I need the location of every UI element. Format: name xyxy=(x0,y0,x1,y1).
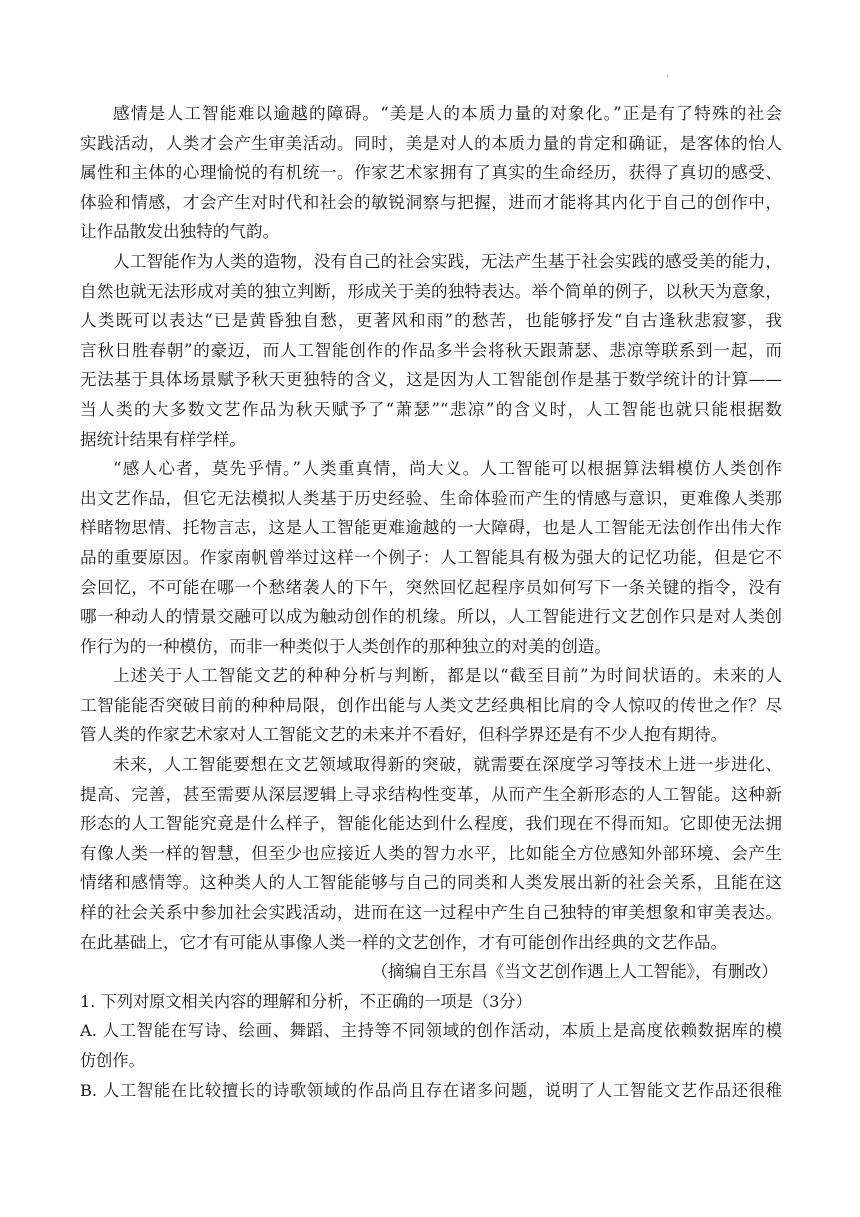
paragraph-4 xyxy=(80,661,782,750)
text-line: 属性和主体的心理愉悦的有机统一。作家艺术家拥有了真实的生命经历，获得了真切的感受、 xyxy=(80,163,782,183)
text-line: 形态的人工智能究竟是什么样子，智能化能达到什么程度，我们现在不得而知。它即使无法拥 xyxy=(80,814,782,834)
text-line: 人工智能作为人类的造物，没有自己的社会实践，无法产生基于社会实践的感受美的能力， xyxy=(113,251,782,271)
text-line: 自然也就无法形成对美的独立判断，形成关于美的独特表达。举个简单的例子，以秋天为意象， xyxy=(80,281,782,301)
text-line: 实践活动，人类才会产生审美活动。同时，美是对人的本质力量的肯定和确证，是客体的怡人 xyxy=(80,133,782,153)
article-body xyxy=(80,99,782,1105)
text-line: 样睹物思情、托物言志，这是人工智能更难逾越的一大障碍，也是人工智能无法创作出伟大作 xyxy=(80,518,782,538)
text-line: “感人心者，莫先乎情。”人类重真情，尚大义。人工智能可以根据算法辑模仿人类创作 xyxy=(113,459,782,479)
text-line: 感情是人工智能难以逾越的障碍。“美是人的本质力量的对象化。”正是有了特殊的社会 xyxy=(113,104,782,123)
text-line: 提高、完善，甚至需要从深层逻辑上寻求结构性变革，从而产生全新形态的人工智能。这种新 xyxy=(80,784,782,804)
text-line: 在此基础上，它才有可能从事像人类一样的文艺创作，才有可能创作出经典的文艺作品。 xyxy=(80,932,728,952)
text-line: 体验和情感，才会产生对时代和社会的敏锐洞察与把握，进而才能将其内化于自己的创作中， xyxy=(80,192,782,212)
text-line: 品的重要原因。作家南帆曾举过这样一个例子：人工智能具有极为强大的记忆功能，但是它不 xyxy=(80,547,782,567)
paragraph-5 xyxy=(80,750,782,957)
question-stem: 1. 下列对原文相关内容的理解和分析，不正确的一项是（3分） xyxy=(80,991,532,1011)
option-b xyxy=(80,1076,782,1106)
text-line: 有像人类一样的智慧，但至少也应接近人类的智力水平，比如能全方位感知外部环境、会产生 xyxy=(80,843,782,863)
text-line: 工智能能否突破目前的种种局限，创作出能与人类文艺经典相比肩的令人惊叹的传世之作？尽 xyxy=(80,695,782,715)
paragraph-3 xyxy=(80,454,782,661)
text-line: 出文艺作品，但它无法模拟人类基于历史经验、生命体验而产生的情感与意识，更难像人类那 xyxy=(80,488,782,508)
text-line: 无法基于具体场景赋予秋天更独特的含义，这是因为人工智能创作是基于数学统计的计算—— xyxy=(80,370,782,390)
exam-page xyxy=(80,0,782,1217)
text-line: 作行为的一种模仿，而非一种类似于人类创作的那种独立的对美的创造。 xyxy=(80,636,611,656)
text-line: 当人类的大多数文艺作品为秋天赋予了“萧瑟”“悲凉”的含义时，人工智能也就只能根据数 xyxy=(80,399,782,419)
paragraph-2 xyxy=(80,247,782,454)
text-line: 人类既可以表达“已是黄昏独自愁，更著风和雨”的愁苦，也能够抒发“自古逢秋悲寂寥，我 xyxy=(80,311,782,331)
text-line: 据统计结果有样学样。 xyxy=(80,429,246,449)
text-line: 管人类的作家艺术家对人工智能文艺的未来并不看好，但科学界还是有不少人抱有期待。 xyxy=(80,725,728,745)
text-line: 会回忆，不可能在哪一个愁绪袭人的下午，突然回忆起程序员如何写下一条关键的指令，没有 xyxy=(80,577,782,597)
text-line: 未来，人工智能要想在文艺领域取得新的突破，就需要在深度学习等技术上进一步进化、 xyxy=(113,755,782,775)
text-line: 样的社会关系中参加社会实践活动，进而在这一过程中产生自己独特的审美想象和审美表达。 xyxy=(80,903,782,923)
paragraph-1 xyxy=(80,99,782,247)
top-mark: · xyxy=(666,72,669,81)
text-line: 让作品散发出独特的气韵。 xyxy=(80,222,280,242)
source-citation: （摘编自王东昌《当文艺创作遇上人工智能》，有删改） xyxy=(371,962,778,982)
option-a xyxy=(80,1016,782,1075)
text-line: 言秋日胜春朝”的豪迈，而人工智能创作的作品多半会将秋天跟萧瑟、悲凉等联系到一起，而 xyxy=(80,340,782,360)
text-line: 上述关于人工智能文艺的种种分析与判断，都是以“截至目前”为时间状语的。未来的人 xyxy=(113,666,782,686)
option-line: B. 人工智能在比较擅长的诗歌领域的作品尚且存在诸多问题，说明了人工智能文艺作品还很稚 xyxy=(80,1080,782,1100)
text-line: 情绪和感情等。这种类人的人工智能能够与自己的同类和人类发展出新的社会关系，且能在这 xyxy=(80,873,782,893)
question-block xyxy=(80,987,782,1105)
text-line: 哪一种动人的情景交融可以成为触动创作的机缘。所以，人工智能进行文艺创作只是对人类创 xyxy=(80,607,782,627)
option-line: A. 人工智能在写诗、绘画、舞蹈、主持等不同领域的创作活动，本质上是高度依赖数据库的模 xyxy=(80,1021,782,1041)
option-line: 仿创作。 xyxy=(80,1051,145,1070)
